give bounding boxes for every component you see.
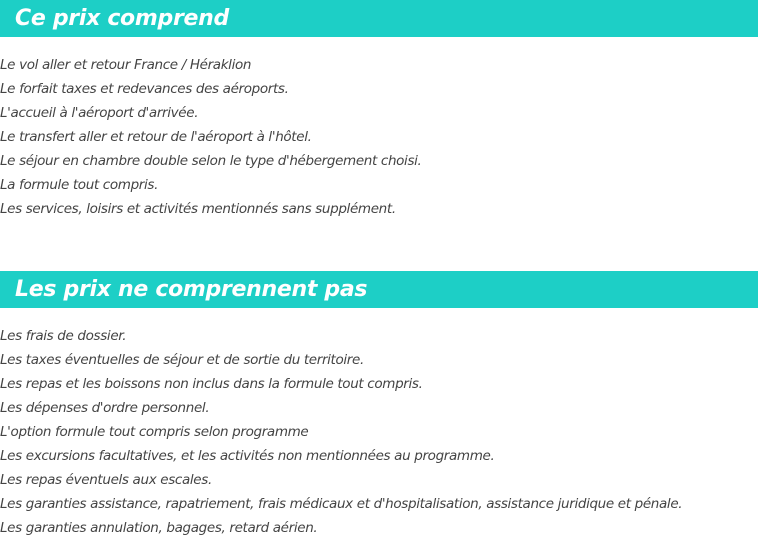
- included-list: [0, 53, 422, 221]
- list-item: Les repas éventuels aux escales.: [0, 472, 212, 488]
- list-item: Le vol aller et retour France / Héraklion: [0, 57, 252, 73]
- excluded-section-header: [0, 271, 758, 308]
- list-item: Le séjour en chambre double selon le type d'hébergement choisi.: [0, 153, 422, 169]
- list-item: L'accueil à l'aéroport d'arrivée.: [0, 105, 199, 121]
- included-section-header: [0, 0, 758, 37]
- list-item: Les garanties annulation, bagages, retard aérien.: [0, 520, 318, 536]
- list-item: Les services, loisirs et activités mentionnés sans supplément.: [0, 201, 396, 217]
- list-item: Les frais de dossier.: [0, 328, 127, 344]
- list-item: La formule tout compris.: [0, 177, 159, 193]
- list-item: Les dépenses d'ordre personnel.: [0, 400, 210, 416]
- list-item: Le forfait taxes et redevances des aéroports.: [0, 81, 289, 97]
- excluded-section-title: Les prix ne comprennent pas: [15, 277, 368, 302]
- excluded-list: [0, 324, 682, 540]
- list-item: Les excursions facultatives, et les activités non mentionnées au programme.: [0, 448, 495, 464]
- list-item: Les garanties assistance, rapatriement, frais médicaux et d'hospitalisation, assistance juridique et pénale.: [0, 496, 683, 512]
- list-item: Les repas et les boissons non inclus dans la formule tout compris.: [0, 376, 423, 392]
- list-item: L'option formule tout compris selon programme: [0, 424, 309, 440]
- list-item: Les taxes éventuelles de séjour et de sortie du territoire.: [0, 352, 364, 368]
- included-section-title: Ce prix comprend: [15, 6, 229, 31]
- list-item: Le transfert aller et retour de l'aéroport à l'hôtel.: [0, 129, 312, 145]
